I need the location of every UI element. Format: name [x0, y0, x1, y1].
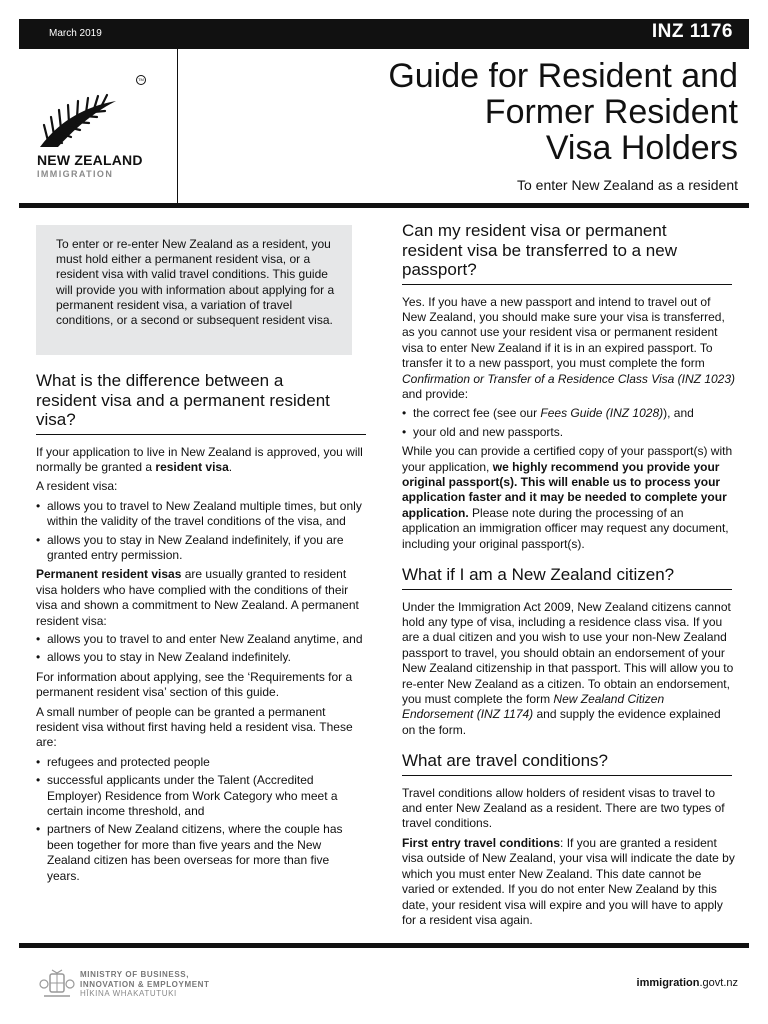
bullet-item: • the correct fee (see our Fees Guide (INZ 1028)), and [402, 406, 737, 421]
website-link[interactable]: immigration.govt.nz [636, 977, 738, 989]
footer-rule [19, 943, 749, 948]
bullet-item: • allows you to travel to New Zealand multiple times, but only within the validity of the travel conditions of the visa, and [36, 499, 364, 530]
header-bar [19, 19, 749, 49]
header-rule [19, 203, 749, 208]
bullet-item: • allows you to stay in New Zealand indefinitely. [36, 650, 364, 665]
bullet-item: • allows you to stay in New Zealand indefinitely, if you are granted entry permission. [36, 533, 364, 564]
paragraph: Under the Immigration Act 2009, New Zealand citizens cannot hold any type of visa, including a residence class visa. If you are a dual citizen and you wish to use your non-New Zealand passport to travel, you should obtain an endorsement of your New Zealand citizenship in that passport. This will allow you to re-enter New Zealand as a citizen. To obtain an endorsement, you must complete the form New Zealand Citizen Endorsement (INZ 1174) and supply the evidence explained on the form. [402, 599, 734, 737]
issue-date: March 2019 [49, 28, 102, 39]
paragraph: A resident visa: [36, 479, 118, 494]
paragraph: A small number of people can be granted a permanent resident visa without first having held a resident visa. These are: [36, 704, 353, 750]
page-title [218, 58, 738, 166]
paragraph: Permanent resident visas are usually granted to resident visa holders who have complied with the conditions of their visa and shown a commitment to New Zealand. A permanent resident visa: [36, 567, 359, 628]
paragraph: First entry travel conditions: If you are granted a resident visa outside of New Zealand, your visa will indicate the date by which you must enter New Zealand. This date cannot be varied or extended. If you do not enter New Zealand by this date, your resident visa will expire and you will have to apply for a resident visa again. [402, 835, 735, 927]
paragraph: For information about applying, see the ‘Requirements for a permanent resident visa’ section of this guide. [36, 669, 353, 700]
heading-rule [36, 434, 366, 435]
section-heading-travel-conditions: What are travel conditions? [402, 751, 608, 771]
heading-rule [402, 775, 732, 776]
bullet-item: • your old and new passports. [402, 425, 737, 440]
form-code: INZ 1176 [651, 21, 733, 42]
title-line-1: Guide for Resident and [388, 57, 738, 95]
ministry-name: MINISTRY OF BUSINESS, INNOVATION & EMPLOYMENT HĪKINA WHAKATUTUKI [80, 970, 210, 998]
bullet-item: • refugees and protected people [36, 755, 364, 770]
section-heading-transfer: Can my resident visa or permanent resident visa be transferred to a new passport? [402, 221, 677, 279]
bullet-item: • successful applicants under the Talent (Accredited Employer) Residence from Work Category who meet a certain income threshold, and [36, 773, 364, 819]
paragraph: If your application to live in New Zealand is approved, you will normally be granted a resident visa. [36, 444, 363, 474]
bullet-item: • partners of New Zealand citizens, where the couple has been together for more than five years and the New Zealand citizen has been overseas for more than five years. [36, 822, 364, 884]
heading-rule [402, 589, 732, 590]
title-line-2: Former Resident [484, 93, 738, 131]
left-column [36, 371, 364, 884]
paragraph: While you can provide a certified copy of your passport(s) with your application, we highly recommend you provide your original passport(s). This will enable us to process your application faster and it may be needed to complete your application. Please note during the processing of an application an immigration officer may request any document, including your original passport(s). [402, 444, 733, 551]
title-line-3: Visa Holders [545, 129, 738, 167]
right-column [402, 221, 737, 928]
section-heading-citizen: What if I am a New Zealand citizen? [402, 565, 675, 584]
brand-division: IMMIGRATION [37, 169, 114, 179]
trademark-mark: TM [136, 75, 146, 85]
bullet-item: • allows you to travel to and enter New Zealand anytime, and [36, 632, 364, 647]
heading-rule [402, 284, 732, 285]
intro-text: To enter or re-enter New Zealand as a resident, you must hold either a permanent resident visa, or a resident visa with valid travel conditions. This guide will provide you with information about applying for a permanent resident visa, a variation of travel conditions, or a second or subsequent resident visa. [56, 237, 335, 328]
brand-name: NEW ZEALAND [37, 152, 143, 168]
header-divider [177, 49, 178, 204]
page-subtitle: To enter New Zealand as a resident [516, 177, 738, 193]
paragraph: Yes. If you have a new passport and intend to travel out of New Zealand, you should make sure your visa is transferred, as you cannot use your resident visa or permanent resident visa to enter New Zealand if it is in an expired passport. To transfer it to a new passport, you must complete the form Confirmation or Transfer of a Residence Class Visa (INZ 1023) and provide: [402, 294, 736, 401]
intro-box [36, 225, 352, 355]
section-heading-difference: What is the difference between a resident visa and a permanent resident visa? [36, 371, 330, 429]
coat-of-arms-icon [38, 968, 76, 1002]
paragraph: Travel conditions allow holders of resident visas to travel to and enter New Zealand as a resident. There are two types of travel conditions. [402, 785, 725, 831]
